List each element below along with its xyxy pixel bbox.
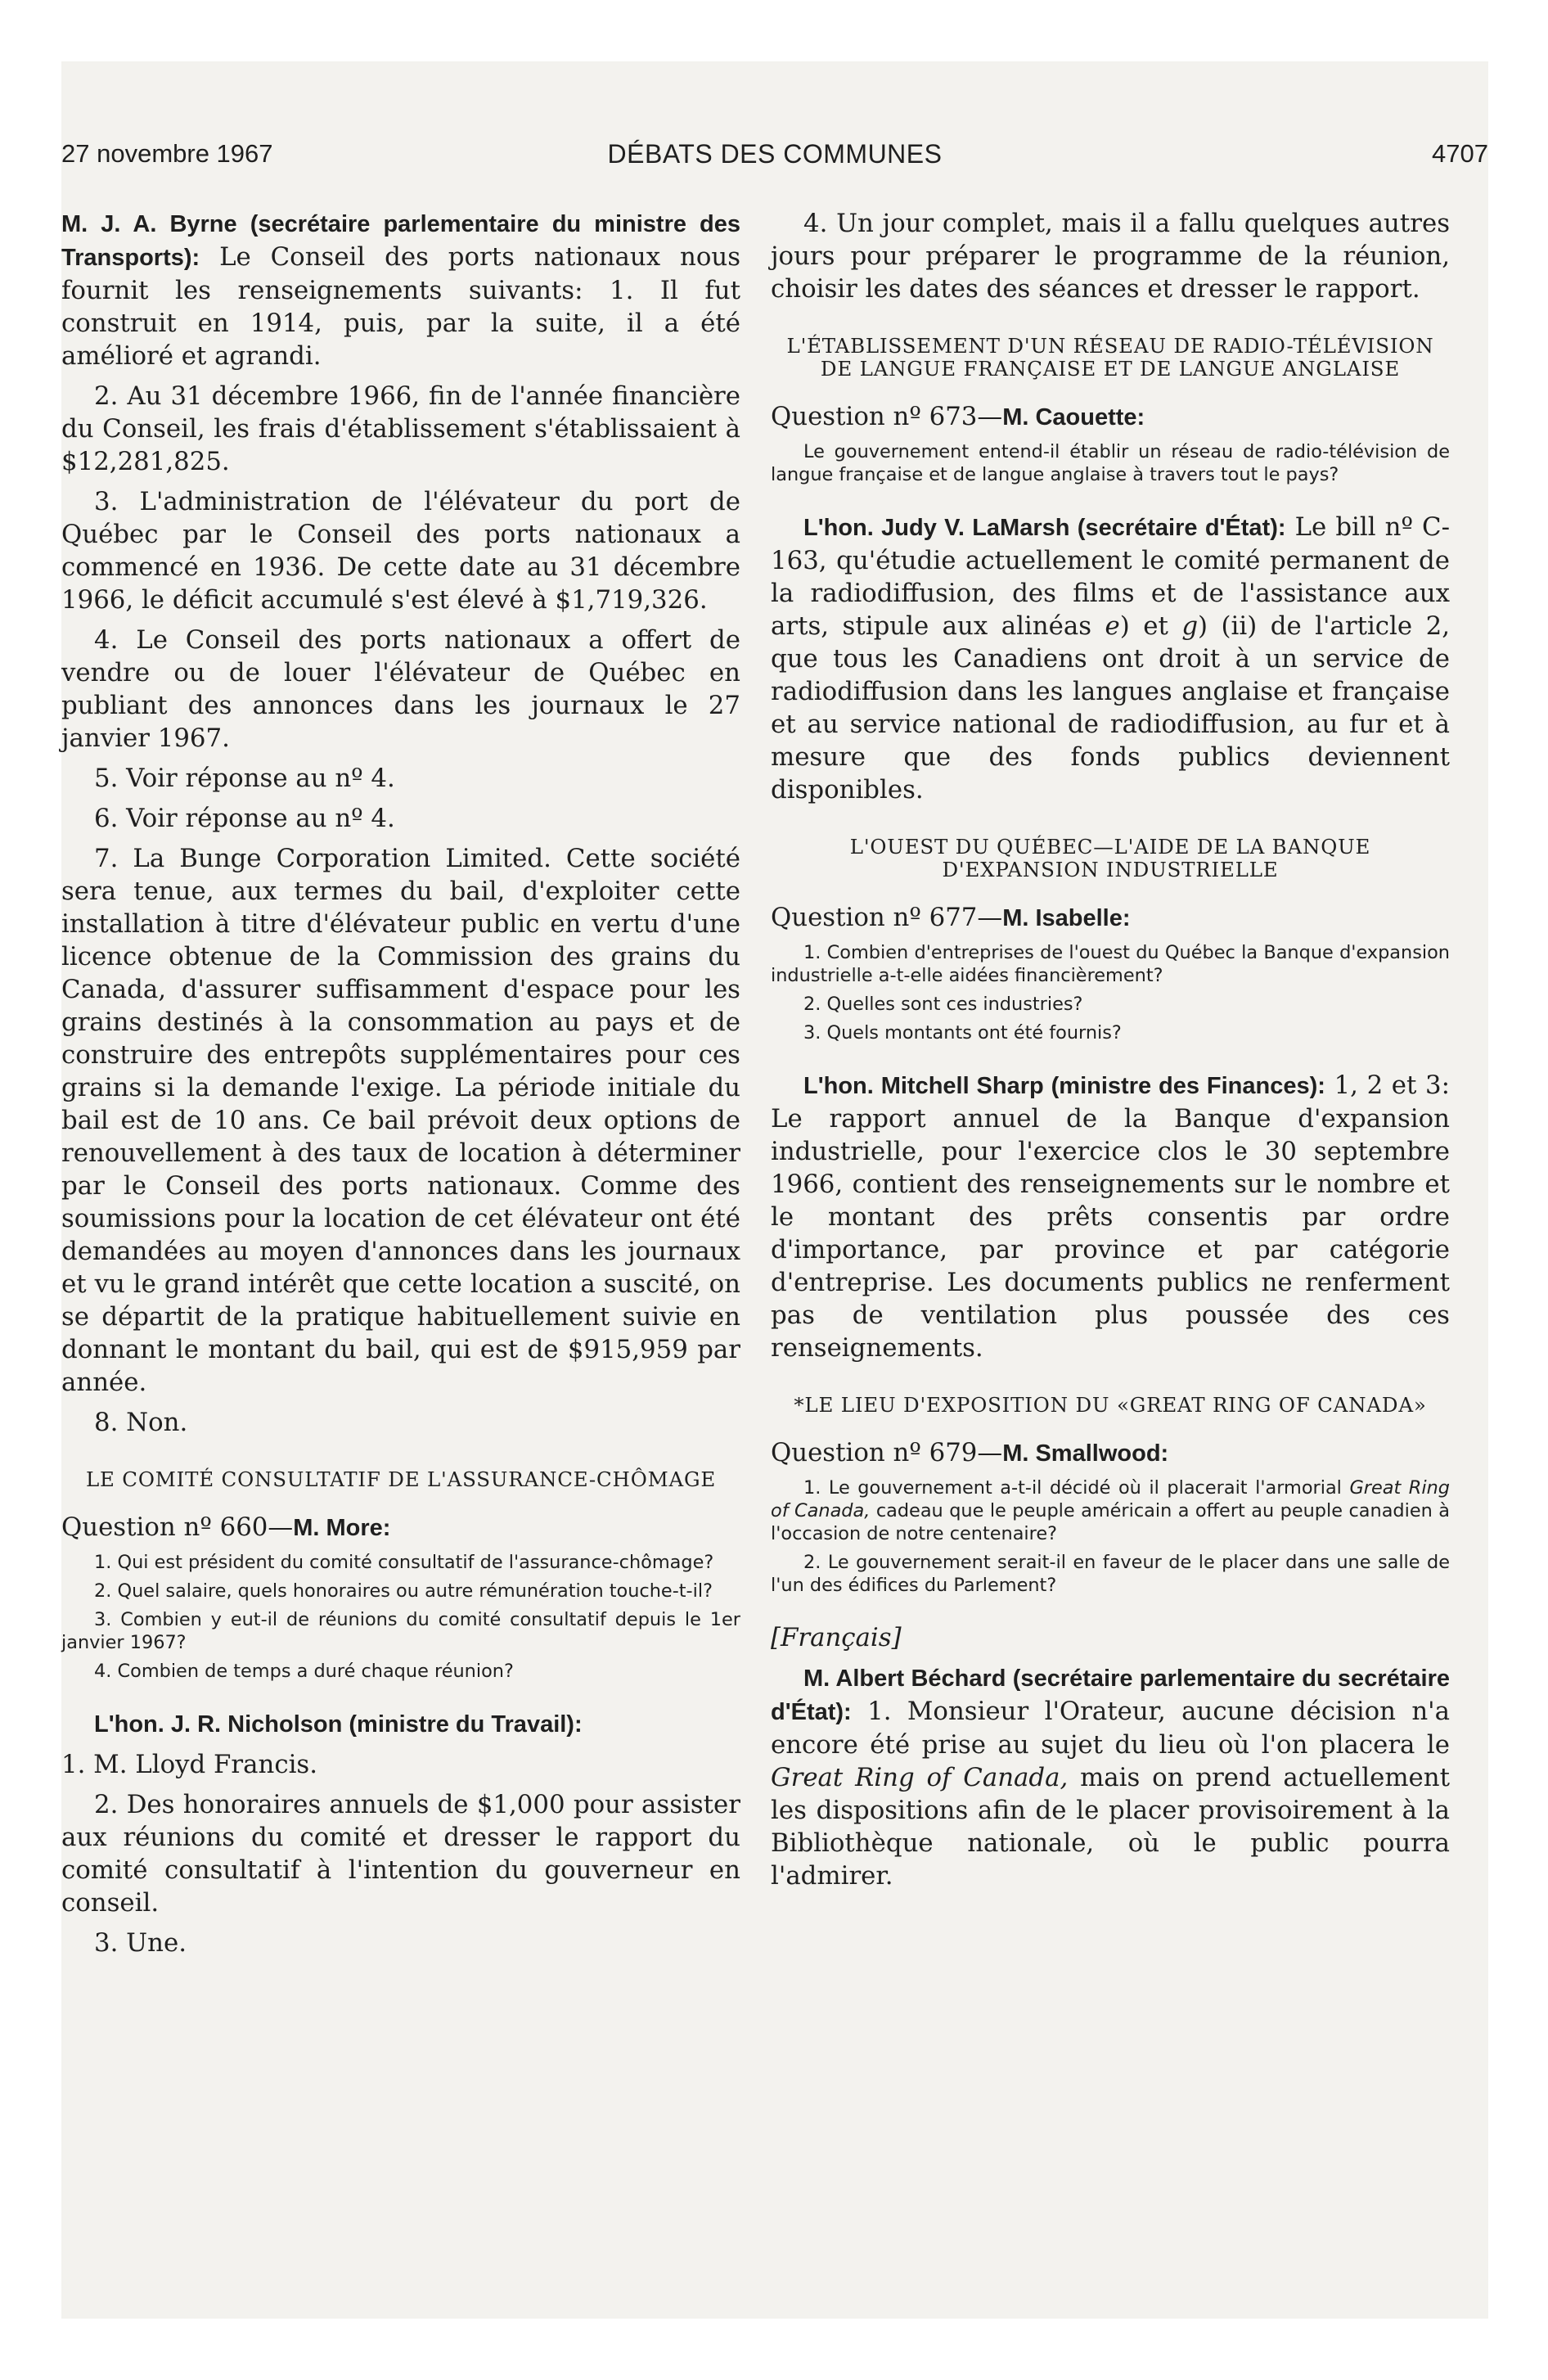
left-column bbox=[61, 207, 740, 1959]
section-heading-radio-television: L'ÉTABLISSEMENT D'UN RÉSEAU DE RADIO-TÉLÉVISION DE LANGUE FRANÇAISE ET DE LANGUE ANGLAISE bbox=[786, 334, 1434, 381]
nicholson-speaker-line bbox=[61, 1707, 740, 1741]
section-heading-assurance-chomage: LE COMITÉ CONSULTATIF DE L'ASSURANCE-CHÔMAGE bbox=[85, 1467, 717, 1491]
question-677-item-3: 3. Quels montants ont été fournis? bbox=[803, 1022, 1122, 1044]
speaker-sharp: L'hon. Mitchell Sharp (ministre des Finances): bbox=[803, 1073, 1325, 1099]
sharp-answer: L'hon. Mitchell Sharp (ministre des Finances): 1, 2 et 3: Le rapport annuel de la Banque d'expansion industrielle, pour l'exercice clos le 30 septembre 1966, contient des renseignements sur le nombre et le montant des prêts consentis par ordre d'importance, par province et par catégorie d'entreprise. Les documents publics ne renferment pas de ventilation plus poussée des ces renseignements. bbox=[771, 1071, 1451, 1363]
byrne-answer-1: M. J. A. Byrne (secrétaire parlementaire du ministre des Transports): Le Conseil des ports nationaux nous fournit les renseignements suivants: 1. Il fut construit en 1914, puis, par la suite, il a été amélioré et agrandi. bbox=[61, 211, 740, 371]
question-679-item-1: 1. Le gouvernement a-t-il décidé où il placerait l'armorial Great Ring of Canada, cadeau que le peuple américain a offert au peuple canadien à l'occasion de notre centenaire? bbox=[771, 1477, 1450, 1544]
question-673: Question nº 673—M. Caouette: bbox=[771, 402, 1145, 431]
speaker-nicholson: L'hon. J. R. Nicholson (ministre du Travail): bbox=[94, 1711, 583, 1738]
member-isabelle: M. Isabelle: bbox=[1002, 905, 1131, 931]
question-660-item-1: 1. Qui est président du comité consultatif de l'assurance-chômage? bbox=[94, 1552, 714, 1573]
question-677: Question nº 677—M. Isabelle: bbox=[771, 903, 1131, 932]
member-smallwood: M. Smallwood: bbox=[1002, 1440, 1169, 1467]
question-660: Question nº 660—M. More: bbox=[61, 1512, 391, 1542]
byrne-answer-3: 3. L'administration de l'élévateur du port de Québec par le Conseil des ports nationaux a commencé en 1936. De cette date au 31 décembre 1966, le déficit accumulé s'est élevé à $1,719,326. bbox=[61, 487, 740, 615]
nicholson-answer-3: 3. Une. bbox=[94, 1928, 187, 1958]
byrne-answer-2: 2. Au 31 décembre 1966, fin de l'année financière du Conseil, les frais d'établissement s'établissaient à $12,281,825. bbox=[61, 381, 740, 476]
header-title: DÉBATS DES COMMUNES bbox=[607, 139, 943, 169]
page-header bbox=[61, 139, 1488, 180]
speaker-byrne: M. J. A. Byrne (secrétaire parlementaire du ministre des Transports): bbox=[61, 211, 740, 271]
byrne-answer-8: 8. Non. bbox=[94, 1408, 188, 1437]
question-660-item-4: 4. Combien de temps a duré chaque réunion? bbox=[94, 1661, 514, 1682]
nicholson-answer-1: 1. M. Lloyd Francis. bbox=[61, 1750, 318, 1779]
lamarsh-answer: L'hon. Judy V. LaMarsh (secrétaire d'État): Le bill nº C-163, qu'étudie actuellement le comité permanent de la radiodiffusion, des films et de l'assistance aux arts, stipule aux alinéas e) et g) (ii) de l'article 2, que tous les Canadiens ont droit à un service de radiodiffusion dans les langues anglaise et française et au service national de radiodiffusion, au fur et à mesure que des fonds publics deviennent disponibles. bbox=[771, 512, 1451, 805]
question-677-item-2: 2. Quelles sont ces industries? bbox=[803, 994, 1083, 1015]
section-heading-ouest-quebec: L'OUEST DU QUÉBEC—L'AIDE DE LA BANQUE D'EXPANSION INDUSTRIELLE bbox=[849, 835, 1371, 881]
document-page bbox=[61, 61, 1488, 2319]
question-677-item-1: 1. Combien d'entreprises de l'ouest du Québec la Banque d'expansion industrielle a-t-elle aidées financièrement? bbox=[771, 942, 1450, 986]
question-679: Question nº 679—M. Smallwood: bbox=[771, 1438, 1169, 1467]
byrne-answer-4: 4. Le Conseil des ports nationaux a offert de vendre ou de louer l'élévateur de Québec en publiant des annonces dans les journaux le 27 janvier 1967. bbox=[61, 625, 740, 753]
bechard-answer: M. Albert Béchard (secrétaire parlementaire du secrétaire d'État): 1. Monsieur l'Orateur, aucune décision n'a encore été prise au sujet du lieu où l'on placera le Great Ring of Canada, mais on prend actuellement les dispositions afin de le placer provisoirement à la Bibliothèque nationale, où le public pourra l'admirer. bbox=[771, 1666, 1451, 1891]
question-660-item-3: 3. Combien y eut-il de réunions du comité consultatif depuis le 1er janvier 1967? bbox=[61, 1609, 740, 1653]
section-heading-great-ring: *LE LIEU D'EXPOSITION DU «GREAT RING OF CANADA» bbox=[794, 1393, 1427, 1417]
right-column bbox=[771, 207, 1450, 1892]
member-more: M. More: bbox=[293, 1515, 391, 1541]
header-date: 27 novembre 1967 bbox=[61, 139, 273, 168]
speaker-lamarsh: L'hon. Judy V. LaMarsh (secrétaire d'État): bbox=[803, 515, 1286, 541]
byrne-answer-7: 7. La Bunge Corporation Limited. Cette société sera tenue, aux termes du bail, d'exploiter cette installation à titre d'élévateur public en vertu d'une licence obtenue de la Commission des grains du Canada, d'assurer suffisamment d'espace pour les grains destinés à la consommation au pays et de construire des entrepôts supplémentaires pour ces grains si la demande l'exige. La période initiale du bail est de 10 ans. Ce bail prévoit deux options de renouvellement à des taux de location à déterminer par le Conseil des ports nationaux. Comme des soumissions pour la location de cet élévateur ont été demandées au moyen d'annonces dans les journaux et vu le grand intérêt que cette location a suscité, on se départit de la pratique habituellement suivie en donnant le montant du bail, qui est de $915,959 par année. bbox=[61, 844, 740, 1397]
byrne-answer-5: 5. Voir réponse au nº 4. bbox=[94, 764, 395, 793]
header-page-number: 4707 bbox=[1432, 139, 1488, 168]
nicholson-answer-4: 4. Un jour complet, mais il a fallu quelques autres jours pour préparer le programme de la réunion, choisir les dates des séances et dresser le rapport. bbox=[771, 209, 1450, 304]
speaker-bechard: M. Albert Béchard (secrétaire parlementaire du secrétaire d'État): bbox=[771, 1666, 1450, 1725]
question-660-item-2: 2. Quel salaire, quels honoraires ou autre rémunération touche-t-il? bbox=[94, 1580, 713, 1602]
language-tag: [Français] bbox=[771, 1623, 902, 1652]
byrne-answer-6: 6. Voir réponse au nº 4. bbox=[94, 804, 395, 833]
question-679-item-2: 2. Le gouvernement serait-il en faveur de le placer dans une salle de l'un des édifices du Parlement? bbox=[771, 1552, 1450, 1596]
nicholson-answer-2: 2. Des honoraires annuels de $1,000 pour assister aux réunions du comité et dresser le rapport du comité consultatif à l'intention du gouverneur en conseil. bbox=[61, 1790, 740, 1918]
member-caouette: M. Caouette: bbox=[1002, 404, 1145, 430]
question-673-text: Le gouvernement entend-il établir un réseau de radio-télévision de langue française et de langue anglaise à travers tout le pays? bbox=[771, 441, 1450, 485]
